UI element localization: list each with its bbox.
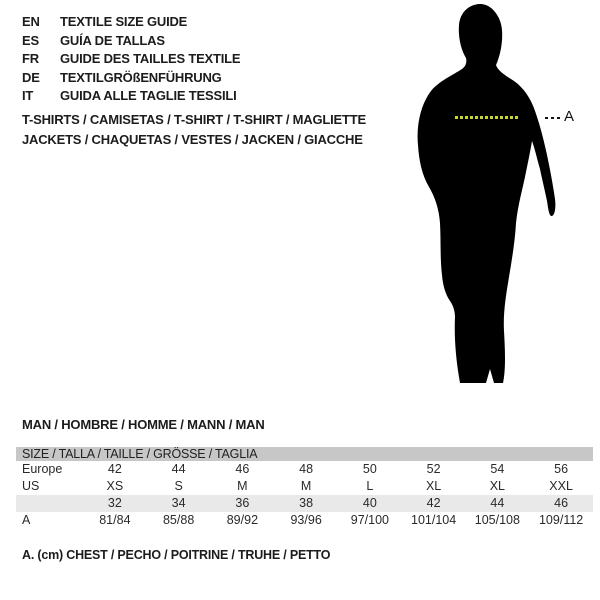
size-table-body: [16, 461, 593, 529]
category-tshirts: T-SHIRTS / CAMISETAS / T-SHIRT / T-SHIRT / MAGLIETTE: [22, 112, 366, 127]
size-value-cell: 101/104: [411, 513, 457, 527]
size-value-cell: 48: [299, 462, 314, 476]
size-value-cell: 93/96: [290, 513, 322, 527]
size-value-cell: 46: [554, 496, 569, 510]
size-value-cell: S: [174, 479, 183, 493]
size-value-cell: M: [300, 479, 312, 493]
language-label: GUÍA DE TALLAS: [60, 32, 165, 48]
footnote-chest: A. (cm) CHEST / PECHO / POITRINE / TRUHE / PETTO: [22, 548, 331, 562]
language-code: FR: [22, 51, 39, 66]
language-label: TEXTILGRÖßENFÜHRUNG: [60, 69, 222, 85]
size-value-cell: 42: [426, 496, 441, 510]
size-value-cell: 32: [107, 496, 122, 510]
language-row-fr: [22, 50, 240, 69]
row-label: US: [22, 479, 40, 493]
chest-measure-dashes: [455, 116, 518, 119]
language-label: GUIDA ALLE TAGLIE TESSILI: [60, 88, 237, 103]
size-value-cell: L: [366, 479, 374, 493]
language-code: DE: [22, 69, 40, 85]
size-value-cell: 44: [171, 462, 186, 476]
language-label: TEXTILE SIZE GUIDE: [60, 14, 188, 29]
size-table-header: SIZE / TALLA / TAILLE / GRÖSSE / TAGLIA: [16, 447, 593, 461]
size-value-cell: XL: [489, 479, 506, 493]
man-silhouette-icon: [406, 3, 566, 388]
size-table: [16, 447, 593, 529]
row-label: A: [22, 513, 31, 527]
section-title-man: MAN / HOMBRE / HOMME / MANN / MAN: [22, 417, 265, 432]
language-row-it: [22, 87, 240, 106]
size-value-cell: XL: [425, 479, 442, 493]
size-table-row-a: [16, 512, 593, 529]
language-list: [22, 13, 240, 106]
measure-leader-dashes: [545, 117, 560, 119]
size-table-row-us: [16, 478, 593, 495]
size-value-cell: 89/92: [226, 513, 259, 527]
size-value-cell: 36: [235, 496, 250, 510]
size-table-row: [16, 495, 593, 512]
size-table-row-europe: [16, 461, 593, 478]
size-value-cell: 40: [362, 496, 377, 510]
size-value-cell: 81/84: [99, 513, 131, 527]
size-value-cell: 54: [490, 462, 505, 476]
size-value-cell: M: [237, 479, 248, 493]
size-value-cell: 38: [299, 496, 314, 510]
size-value-cell: 52: [426, 462, 441, 476]
language-code: IT: [22, 88, 34, 103]
language-code: EN: [22, 14, 40, 29]
category-lines: [22, 110, 366, 150]
language-row-de: [22, 69, 240, 88]
language-row-es: [22, 32, 240, 51]
size-value-cell: 56: [554, 462, 569, 476]
size-value-cell: 85/88: [162, 513, 195, 527]
row-label: [16, 495, 83, 512]
language-label: GUIDE DES TAILLES TEXTILE: [60, 51, 241, 66]
size-value-cell: XXL: [549, 479, 573, 493]
size-value-cell: 105/108: [474, 513, 520, 527]
size-value-cell: 50: [362, 462, 377, 476]
category-jackets: JACKETS / CHAQUETAS / VESTES / JACKEN / GIACCHE: [22, 132, 363, 147]
row-label: Europe: [22, 462, 63, 476]
man-silhouette-figure: [406, 3, 581, 388]
measure-label-a: A: [564, 108, 575, 125]
size-value-cell: 97/100: [350, 513, 389, 527]
size-value-cell: 44: [490, 496, 505, 510]
size-value-cell: 109/112: [538, 513, 584, 527]
size-value-cell: XS: [106, 479, 124, 493]
size-value-cell: 42: [107, 462, 122, 476]
language-code: ES: [22, 32, 39, 48]
size-value-cell: 46: [235, 462, 250, 476]
size-value-cell: 34: [171, 496, 186, 510]
language-row-en: [22, 13, 240, 32]
